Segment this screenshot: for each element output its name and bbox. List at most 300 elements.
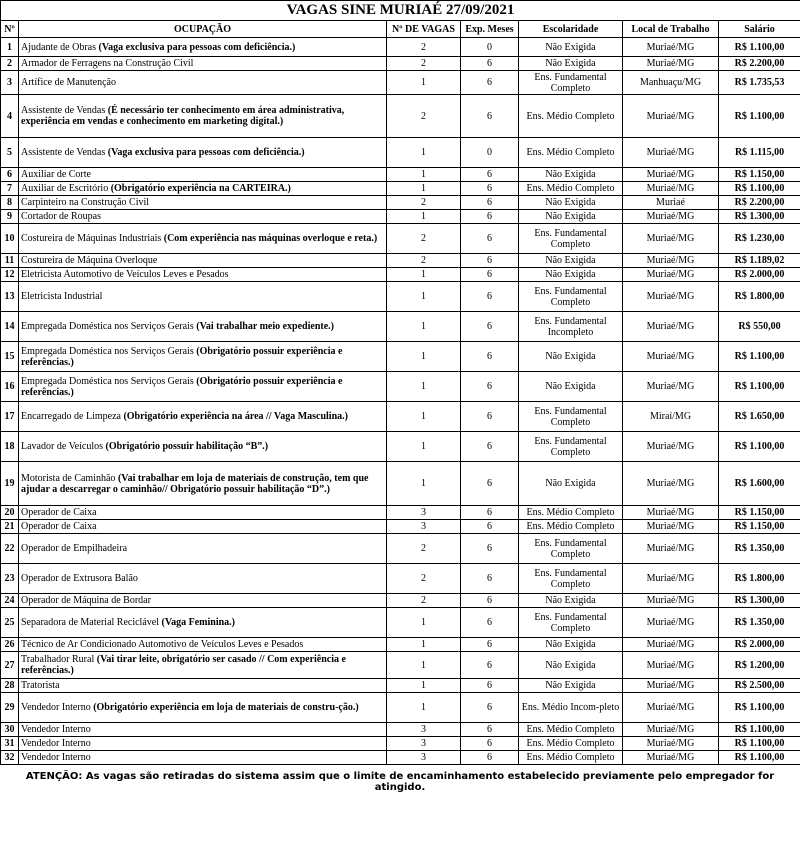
occupation-title: Operador de Caixa — [21, 507, 97, 518]
occupation-title: Eletricista Automotivo de Veículos Leves e Pesados — [21, 269, 229, 280]
attention-note: ATENÇÃO: As vagas são retiradas do sistema assim que o limite de encaminhamento estabelecido previamente pelo empregador for atingido. — [25, 771, 775, 793]
vacancies-count: 1 — [387, 268, 461, 282]
work-location: Muriaé/MG — [623, 462, 719, 506]
vacancies-count: 2 — [387, 594, 461, 608]
col-header-escolaridade: Escolaridade — [519, 21, 623, 38]
schooling-level: Ens. Médio Completo — [519, 182, 623, 196]
vacancies-count: 1 — [387, 182, 461, 196]
occupation-cell — [19, 594, 387, 608]
row-number: 14 — [1, 312, 19, 342]
vacancies-count: 2 — [387, 38, 461, 57]
work-location: Muriaé/MG — [623, 723, 719, 737]
table-row — [1, 182, 800, 196]
row-number: 11 — [1, 254, 19, 268]
salary-value: R$ 1.300,00 — [719, 210, 800, 224]
row-number: 2 — [1, 57, 19, 71]
occupation-title: Eletricista Industrial — [21, 291, 103, 302]
work-location: Muriaé/MG — [623, 594, 719, 608]
occupation-title: Empregada Doméstica nos Serviços Gerais — [21, 375, 194, 387]
vacancies-count: 3 — [387, 737, 461, 751]
table-row — [1, 402, 800, 432]
experience-months: 6 — [461, 506, 519, 520]
schooling-level: Não Exigida — [519, 168, 623, 182]
vacancies-count: 1 — [387, 372, 461, 402]
occupation-title: Operador de Empilhadeira — [21, 543, 128, 554]
occupation-note: (Obrigatório possuir experiência e referências.) — [21, 345, 343, 368]
table-row — [1, 506, 800, 520]
vacancies-count: 2 — [387, 196, 461, 210]
schooling-level: Ens. Médio Completo — [519, 506, 623, 520]
work-location: Muriaé/MG — [623, 342, 719, 372]
experience-months: 6 — [461, 268, 519, 282]
work-location: Muriaé/MG — [623, 312, 719, 342]
salary-value: R$ 2.500,00 — [719, 679, 800, 693]
experience-months: 6 — [461, 254, 519, 268]
table-row — [1, 57, 800, 71]
work-location: Muriaé/MG — [623, 38, 719, 57]
experience-months: 0 — [461, 138, 519, 168]
vacancies-count: 2 — [387, 564, 461, 594]
schooling-level: Ens. Fundamental Completo — [519, 432, 623, 462]
row-number: 19 — [1, 462, 19, 506]
row-number: 17 — [1, 402, 19, 432]
vacancies-count: 1 — [387, 168, 461, 182]
occupation-cell — [19, 224, 387, 254]
occupation-title: Vendedor Interno — [21, 752, 91, 763]
row-number: 8 — [1, 196, 19, 210]
occupation-note: (Vaga exclusiva para pessoas com deficiência.) — [107, 147, 305, 158]
salary-value: R$ 1.100,00 — [719, 723, 800, 737]
experience-months: 6 — [461, 462, 519, 506]
table-row — [1, 372, 800, 402]
occupation-title: Trabalhador Rural — [21, 654, 95, 665]
experience-months: 6 — [461, 210, 519, 224]
table-row — [1, 95, 800, 138]
table-body — [1, 38, 800, 765]
experience-months: 6 — [461, 168, 519, 182]
work-location: Muriaé/MG — [623, 520, 719, 534]
occupation-cell — [19, 168, 387, 182]
occupation-title: Operador de Caixa — [21, 521, 97, 532]
table-row — [1, 737, 800, 751]
vacancies-count: 1 — [387, 342, 461, 372]
occupation-cell — [19, 737, 387, 751]
work-location: Muriaé/MG — [623, 751, 719, 765]
salary-value: R$ 1.650,00 — [719, 402, 800, 432]
row-number: 15 — [1, 342, 19, 372]
occupation-title: Artífice de Manutenção — [21, 77, 116, 88]
vacancies-count: 2 — [387, 534, 461, 564]
table-row — [1, 312, 800, 342]
experience-months: 6 — [461, 693, 519, 723]
occupation-title: Vendedor Interno — [21, 724, 91, 735]
occupation-title: Cortador de Roupas — [21, 211, 101, 222]
table-row — [1, 564, 800, 594]
work-location: Muriaé/MG — [623, 432, 719, 462]
table-row — [1, 723, 800, 737]
schooling-level: Não Exigida — [519, 254, 623, 268]
salary-value: R$ 1.100,00 — [719, 95, 800, 138]
occupation-cell — [19, 679, 387, 693]
row-number: 23 — [1, 564, 19, 594]
schooling-level: Ens. Médio Completo — [519, 520, 623, 534]
schooling-level: Não Exigida — [519, 638, 623, 652]
salary-value: R$ 1.100,00 — [719, 751, 800, 765]
work-location: Muriaé/MG — [623, 693, 719, 723]
occupation-note: (Vai trabalhar meio expediente.) — [196, 321, 334, 332]
table-row — [1, 462, 800, 506]
salary-value: R$ 2.200,00 — [719, 57, 800, 71]
work-location: Muriaé/MG — [623, 95, 719, 138]
schooling-level: Não Exigida — [519, 652, 623, 679]
salary-value: R$ 1.200,00 — [719, 652, 800, 679]
occupation-note: (Vai tirar leite, obrigatório ser casado // Com experiência e referências.) — [21, 654, 346, 676]
schooling-level: Ens. Médio Incom-pleto — [519, 693, 623, 723]
work-location: Muriaé/MG — [623, 57, 719, 71]
row-number: 28 — [1, 679, 19, 693]
vacancies-count: 1 — [387, 462, 461, 506]
occupation-title: Assistente de Vendas — [21, 147, 106, 158]
occupation-cell — [19, 71, 387, 95]
table-row — [1, 224, 800, 254]
work-location: Miraí/MG — [623, 402, 719, 432]
occupation-cell — [19, 432, 387, 462]
salary-value: R$ 1.800,00 — [719, 564, 800, 594]
schooling-level: Ens. Fundamental Completo — [519, 564, 623, 594]
salary-value: R$ 1.189,02 — [719, 254, 800, 268]
table-row — [1, 594, 800, 608]
experience-months: 6 — [461, 534, 519, 564]
experience-months: 6 — [461, 342, 519, 372]
occupation-note: (Vaga Feminina.) — [161, 617, 236, 628]
table-row — [1, 652, 800, 679]
schooling-level: Ens. Médio Completo — [519, 723, 623, 737]
work-location: Muriaé/MG — [623, 224, 719, 254]
table-row — [1, 342, 800, 372]
row-number: 9 — [1, 210, 19, 224]
row-number: 18 — [1, 432, 19, 462]
occupation-cell — [19, 210, 387, 224]
row-number: 24 — [1, 594, 19, 608]
salary-value: R$ 550,00 — [719, 312, 800, 342]
experience-months: 6 — [461, 432, 519, 462]
work-location: Muriaé/MG — [623, 652, 719, 679]
occupation-title: Auxiliar de Escritório — [21, 183, 109, 194]
schooling-level: Ens. Médio Completo — [519, 95, 623, 138]
occupation-cell — [19, 182, 387, 196]
vacancies-count: 1 — [387, 71, 461, 95]
occupation-cell — [19, 196, 387, 210]
work-location: Manhuaçu/MG — [623, 71, 719, 95]
schooling-level: Ens. Fundamental Completo — [519, 608, 623, 638]
salary-value: R$ 1.100,00 — [719, 432, 800, 462]
row-number: 4 — [1, 95, 19, 138]
row-number: 6 — [1, 168, 19, 182]
experience-months: 6 — [461, 520, 519, 534]
work-location: Muriaé/MG — [623, 534, 719, 564]
row-number: 13 — [1, 282, 19, 312]
experience-months: 6 — [461, 282, 519, 312]
occupation-cell — [19, 138, 387, 168]
vacancies-count: 1 — [387, 608, 461, 638]
schooling-level: Não Exigida — [519, 38, 623, 57]
salary-value: R$ 1.100,00 — [719, 693, 800, 723]
table-row — [1, 679, 800, 693]
occupation-title: Técnico de Ar Condicionado Automotivo de Veículos Leves e Pesados — [21, 639, 304, 650]
occupation-cell — [19, 751, 387, 765]
salary-value: R$ 1.150,00 — [719, 168, 800, 182]
occupation-note: (Obrigatório possuir habilitação “B”.) — [105, 441, 269, 452]
occupation-cell — [19, 564, 387, 594]
experience-months: 6 — [461, 751, 519, 765]
experience-months: 6 — [461, 224, 519, 254]
col-header-ocupacao: OCUPAÇÃO — [19, 21, 387, 38]
work-location: Muriaé/MG — [623, 506, 719, 520]
row-number: 22 — [1, 534, 19, 564]
occupation-title: Encarregado de Limpeza — [21, 411, 121, 422]
table-row — [1, 520, 800, 534]
schooling-level: Não Exigida — [519, 679, 623, 693]
vacancies-count: 1 — [387, 679, 461, 693]
table-row — [1, 210, 800, 224]
vacancies-count: 2 — [387, 95, 461, 138]
schooling-level: Ens. Fundamental Completo — [519, 402, 623, 432]
table-row — [1, 282, 800, 312]
row-number: 25 — [1, 608, 19, 638]
row-number: 20 — [1, 506, 19, 520]
experience-months: 6 — [461, 594, 519, 608]
occupation-note: (Vai trabalhar em loja de materiais de construção, tem que ajudar a descarregar o caminhão// Obrigatório possuir habilitação “D”.) — [21, 472, 369, 495]
row-number: 21 — [1, 520, 19, 534]
occupation-cell — [19, 38, 387, 57]
occupation-cell — [19, 268, 387, 282]
occupation-cell — [19, 723, 387, 737]
occupation-note: (Obrigatório possuir experiência e referências.) — [21, 375, 343, 398]
occupation-cell — [19, 95, 387, 138]
row-number: 3 — [1, 71, 19, 95]
occupation-cell — [19, 652, 387, 679]
vacancies-count: 1 — [387, 402, 461, 432]
vacancies-count: 1 — [387, 693, 461, 723]
schooling-level: Não Exigida — [519, 462, 623, 506]
salary-value: R$ 1.300,00 — [719, 594, 800, 608]
schooling-level: Não Exigida — [519, 372, 623, 402]
occupation-note: (Com experiência nas máquinas overloque e reta.) — [163, 233, 378, 244]
salary-value: R$ 1.100,00 — [719, 342, 800, 372]
occupation-title: Carpinteiro na Construção Civil — [21, 197, 150, 208]
vacancies-count: 1 — [387, 652, 461, 679]
salary-value: R$ 1.150,00 — [719, 506, 800, 520]
occupation-title: Armador de Ferragens na Construção Civil — [21, 58, 194, 69]
occupation-title: Empregada Doméstica nos Serviços Gerais — [21, 345, 194, 357]
col-header-vagas: Nº DE VAGAS — [387, 21, 461, 38]
salary-value: R$ 1.735,53 — [719, 71, 800, 95]
occupation-note: (É necessário ter conhecimento em área administrativa, experiência em vendas e conhecimento em marketing digital.) — [21, 105, 345, 127]
col-header-num: Nº — [1, 21, 19, 38]
col-header-exp: Exp. Meses — [461, 21, 519, 38]
table-row — [1, 196, 800, 210]
work-location: Muriaé — [623, 196, 719, 210]
salary-value: R$ 1.350,00 — [719, 534, 800, 564]
occupation-cell — [19, 282, 387, 312]
experience-months: 6 — [461, 95, 519, 138]
vacancies-count: 1 — [387, 282, 461, 312]
occupation-title: Ajudante de Obras — [21, 41, 96, 53]
experience-months: 6 — [461, 312, 519, 342]
salary-value: R$ 2.000,00 — [719, 268, 800, 282]
occupation-title: Costureira de Máquinas Industriais — [21, 233, 162, 244]
schooling-level: Ens. Fundamental Incompleto — [519, 312, 623, 342]
table-row — [1, 138, 800, 168]
experience-months: 6 — [461, 679, 519, 693]
schooling-level: Não Exigida — [519, 196, 623, 210]
table-row — [1, 254, 800, 268]
occupation-cell — [19, 693, 387, 723]
table-row — [1, 168, 800, 182]
salary-value: R$ 1.150,00 — [719, 520, 800, 534]
row-number: 16 — [1, 372, 19, 402]
schooling-level: Não Exigida — [519, 342, 623, 372]
work-location: Muriaé/MG — [623, 737, 719, 751]
work-location: Muriaé/MG — [623, 268, 719, 282]
experience-months: 6 — [461, 564, 519, 594]
occupation-title: Tratorista — [21, 680, 60, 691]
work-location: Muriaé/MG — [623, 168, 719, 182]
vacancies-count: 1 — [387, 638, 461, 652]
occupation-note: (Obrigatório experiência na CARTEIRA.) — [110, 183, 291, 194]
occupation-cell — [19, 372, 387, 402]
schooling-level: Não Exigida — [519, 210, 623, 224]
experience-months: 6 — [461, 71, 519, 95]
experience-months: 6 — [461, 196, 519, 210]
row-number: 30 — [1, 723, 19, 737]
vacancies-count: 3 — [387, 506, 461, 520]
salary-value: R$ 1.100,00 — [719, 372, 800, 402]
schooling-level: Não Exigida — [519, 57, 623, 71]
row-number: 5 — [1, 138, 19, 168]
vacancies-count: 3 — [387, 723, 461, 737]
experience-months: 0 — [461, 38, 519, 57]
salary-value: R$ 1.100,00 — [719, 182, 800, 196]
vacancies-count: 3 — [387, 520, 461, 534]
salary-value: R$ 1.100,00 — [719, 38, 800, 57]
table-row — [1, 693, 800, 723]
page-title: VAGAS SINE MURIAÉ 27/09/2021 — [1, 1, 800, 21]
vacancies-count: 1 — [387, 432, 461, 462]
vacancies-count: 2 — [387, 254, 461, 268]
schooling-level: Ens. Médio Completo — [519, 751, 623, 765]
work-location: Muriaé/MG — [623, 138, 719, 168]
col-header-local: Local de Trabalho — [623, 21, 719, 38]
experience-months: 6 — [461, 638, 519, 652]
occupation-title: Vendedor Interno — [21, 702, 91, 713]
work-location: Muriaé/MG — [623, 372, 719, 402]
occupation-title: Separadora de Material Reciclável — [21, 617, 159, 628]
experience-months: 6 — [461, 608, 519, 638]
row-number: 10 — [1, 224, 19, 254]
work-location: Muriaé/MG — [623, 210, 719, 224]
table-header-row — [1, 21, 800, 38]
row-number: 12 — [1, 268, 19, 282]
occupation-note: (Obrigatório experiência na área // Vaga Masculina.) — [123, 411, 348, 422]
vacancies-count: 3 — [387, 751, 461, 765]
schooling-level: Ens. Fundamental Completo — [519, 534, 623, 564]
schooling-level: Ens. Fundamental Completo — [519, 71, 623, 95]
table-row — [1, 268, 800, 282]
experience-months: 6 — [461, 372, 519, 402]
table-row — [1, 638, 800, 652]
experience-months: 6 — [461, 182, 519, 196]
salary-value: R$ 1.230,00 — [719, 224, 800, 254]
row-number: 29 — [1, 693, 19, 723]
work-location: Muriaé/MG — [623, 638, 719, 652]
col-header-salario: Salário — [719, 21, 800, 38]
vacancies-count: 1 — [387, 210, 461, 224]
occupation-cell — [19, 57, 387, 71]
vacancies-count: 1 — [387, 138, 461, 168]
row-number: 31 — [1, 737, 19, 751]
occupation-cell — [19, 342, 387, 372]
work-location: Muriaé/MG — [623, 254, 719, 268]
schooling-level: Ens. Médio Completo — [519, 737, 623, 751]
occupation-cell — [19, 520, 387, 534]
occupation-title: Costureira de Máquina Overloque — [21, 255, 158, 266]
schooling-level: Não Exigida — [519, 268, 623, 282]
row-number: 26 — [1, 638, 19, 652]
experience-months: 6 — [461, 57, 519, 71]
occupation-cell — [19, 312, 387, 342]
occupation-title: Vendedor Interno — [21, 738, 91, 749]
occupation-cell — [19, 534, 387, 564]
row-number: 7 — [1, 182, 19, 196]
schooling-level: Ens. Fundamental Completo — [519, 282, 623, 312]
salary-value: R$ 1.800,00 — [719, 282, 800, 312]
salary-value: R$ 1.100,00 — [719, 737, 800, 751]
salary-value: R$ 2.200,00 — [719, 196, 800, 210]
work-location: Muriaé/MG — [623, 564, 719, 594]
vacancies-count: 2 — [387, 57, 461, 71]
table-row — [1, 71, 800, 95]
occupation-title: Auxiliar de Corte — [21, 169, 91, 180]
vacancies-count: 1 — [387, 312, 461, 342]
vacancies-count: 2 — [387, 224, 461, 254]
work-location: Muriaé/MG — [623, 182, 719, 196]
table-row — [1, 432, 800, 462]
salary-value: R$ 2.000,00 — [719, 638, 800, 652]
table-row — [1, 751, 800, 765]
schooling-level: Não Exigida — [519, 594, 623, 608]
salary-value: R$ 1.600,00 — [719, 462, 800, 506]
table-row — [1, 38, 800, 57]
occupation-note: (Vaga exclusiva para pessoas com deficiência.) — [98, 41, 296, 53]
experience-months: 6 — [461, 737, 519, 751]
schooling-level: Ens. Médio Completo — [519, 138, 623, 168]
occupation-cell — [19, 462, 387, 506]
occupation-cell — [19, 254, 387, 268]
occupation-title: Empregada Doméstica nos Serviços Gerais — [21, 321, 194, 332]
table-row — [1, 608, 800, 638]
salary-value: R$ 1.350,00 — [719, 608, 800, 638]
row-number: 27 — [1, 652, 19, 679]
schooling-level: Ens. Fundamental Completo — [519, 224, 623, 254]
row-number: 32 — [1, 751, 19, 765]
occupation-cell — [19, 638, 387, 652]
occupation-cell — [19, 608, 387, 638]
work-location: Muriaé/MG — [623, 282, 719, 312]
occupation-title: Assistente de Vendas — [21, 105, 106, 116]
experience-months: 6 — [461, 652, 519, 679]
occupation-title: Operador de Extrusora Balão — [21, 573, 138, 584]
